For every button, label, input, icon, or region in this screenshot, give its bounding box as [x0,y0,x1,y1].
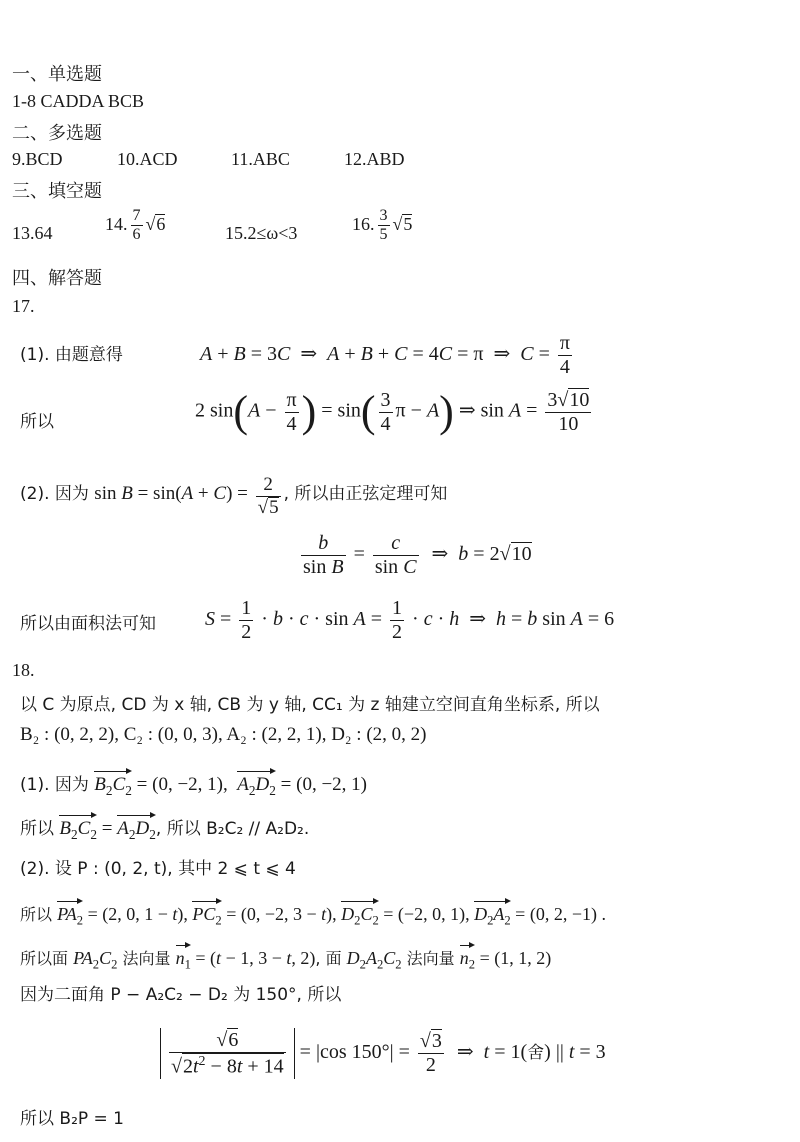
q17-part1-equation: A + B = 3C ⇒ A + B + C = 4C = π ⇒ C = $\frac{\pi}{4}$ [200,332,570,378]
single-choice-answers: 1-8 CADDA BCB [12,91,145,111]
q18-points: B₂ : (0, 2, 2), C₂ : (0, 0, 3), A₂ : (2, 2, 1), D₂ : (2, 0, 2) [20,724,427,745]
multi-choice-12: 12.ABD [344,149,405,169]
fill-blank-13: 13.64 [12,223,53,243]
q17-part2: (2). 因为 sin B = sin(A + C) = $\frac{2}{√5}$ , 所以由正弦定理可知 [20,474,448,518]
q18-dihedral: 因为二面角 P − A₂C₂ − D₂ 为 150°, 所以 [20,985,342,1005]
q18-number: 18. [12,660,35,680]
fill-blank-16: 16. $\frac{3}{5}$ √5 [352,207,413,244]
section-solutions: 四、解答题 [12,268,102,289]
q17-so-label: 所以 [20,412,54,432]
section-single-choice: 一、单选题 [12,64,102,85]
section-multi-choice: 二、多选题 [12,123,102,144]
q18-cos-equation: $\frac{√6}{√2t^2 - 8t + 14}$ = |cos 150°| = $\frac{√3}{2}$ ⇒ t = 1(舍) || t = 3 [160,1028,606,1079]
q18-part1: (1). 因为 $B_2C_2 = (0$, −2, 1), $A_2D_2 = (0$, −2, 1) [20,768,367,799]
section-fill-blank: 三、填空题 [12,181,102,202]
q18-answer: 所以 B₂P = 1 [20,1109,125,1129]
q18-intro: 以 C 为原点, CD 为 x 轴, CB 为 y 轴, CC₁ 为 z 轴建立空间直角坐标系, 所以 [20,695,600,715]
multi-choice-10: 10.ACD [117,149,178,169]
q17-area-equation: S = $\frac{1}{2}$ · b · c · sin A = $\frac{1}{2}$ · c · h ⇒ h = b sin A = 6 [205,597,615,643]
q17-part1-label: (1). 由题意得 [20,345,123,365]
q18-part2-label: (2). 设 P : (0, 2, t), 其中 2 ⩽ t ⩽ 4 [20,859,296,879]
q18-part1-conclusion: 所以 $B_2C_2 = A_2D_2$, 所以 B₂C₂ // A₂D₂. [20,812,309,843]
q18-normals: 所以面 $PA_2C_2$ 法向量 $n_1 = (t - 1$, 3 − t, 2), 面 $D_2A_2C_2$ 法向量 $n_2 = (1$, 1, 2) [20,942,551,973]
q17-sine-equation: 2 sin(A − $\frac{\pi}{4}$ ) = sin( $\frac{3}{4}$ π − A) ⇒ sin A = $\frac{3√10}{10}$ [195,387,590,436]
q17-number: 17. [12,296,35,316]
q17-part3-label: 所以由面积法可知 [20,614,156,634]
multi-choice-11: 11.ABC [231,149,290,169]
q17-law-of-sines: $\frac{b}{\text{sin B}}$ = $\frac{c}{\text{sin C}}$ ⇒ b = 2√10 [303,532,532,578]
q18-vectors: 所以 $PA_2 = (2$, 0, 1 − t), $PC_2 = (0$, −2, 3 − t), $D_2C_2 = (-2$, 0, 1), $D_2A_2 = (0$, 2, −1) . [20,898,606,929]
multi-choice-9: 9.BCD [12,149,63,169]
fill-blank-14: 14. $\frac{7}{6}$ √6 [105,207,166,244]
fill-blank-15: 15.2≤ω<3 [225,223,298,243]
